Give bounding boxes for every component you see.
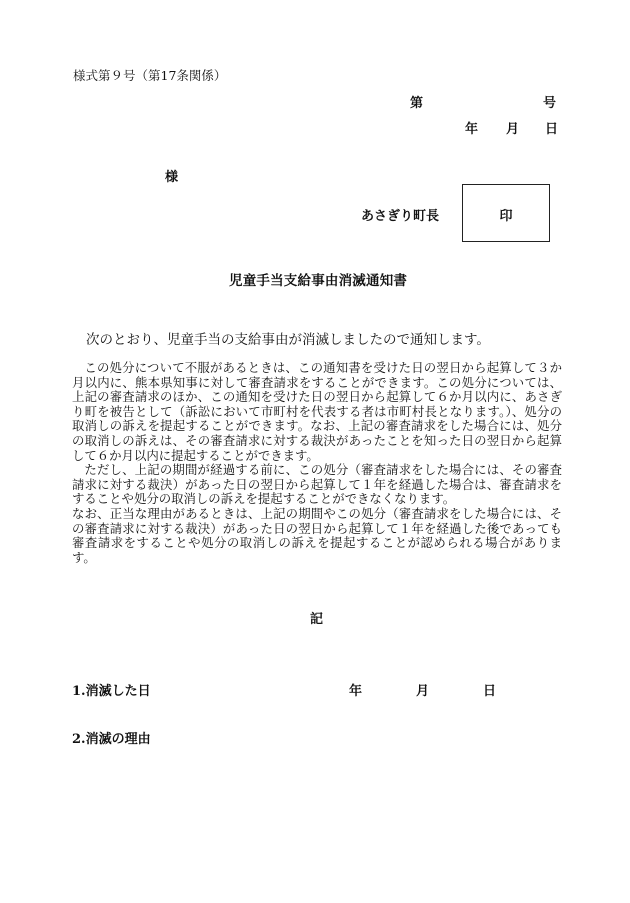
extinction-date-month: 月 (416, 684, 430, 699)
recipient-honorific: 様 (165, 170, 179, 185)
seal-label: 印 (499, 209, 513, 224)
extinction-date-label: 1.消滅した日 (72, 684, 151, 699)
appeal-paragraph-3: なお、正当な理由があるときは、上記の期間やこの処分（審査請求をした場合には、その審査請求に対する裁決）があった日の翌日から起算して１年を経過した後であっても審査請求をすることや処分の取消しの訴えを提起することが認められる場合があります。 (72, 505, 562, 565)
extinction-reason-label: 2.消滅の理由 (72, 732, 151, 747)
appeal-paragraph-1: この処分について不服があるときは、この通知書を受けた日の翌日から起算して３か月以内に、熊本県知事に対して審査請求をすることができます。この処分については、上記の審査請求のほか、この通知を受けた日の翌日から起算して６か月以内に、あさぎり町を被告として（訴訟において市町村を代表する者は市町村長となります。）、処分の取消しの訴えを提起することができます。なお、上記の審査請求をした場合には、処分の取消しの訴えは、その審査請求に対する裁決があったことを知った日の翌日から起算して６か月以内に提起することができます。 (72, 360, 562, 463)
appeal-paragraph-2: ただし、上記の期間が経過する前に、この処分（審査請求をした場合には、その審査請求に対する裁決）があった日の翌日から起算して１年を経過した場合は、審査請求をすることや処分の取消しの訴えを提起することができなくなります。 (72, 462, 562, 507)
form-number: 様式第９号（第17条関係） (73, 68, 227, 83)
seal-box (462, 184, 550, 242)
ki-heading: 記 (310, 612, 324, 627)
document-number-suffix: 号 (543, 96, 557, 111)
issuer-name: あさぎり町長 (361, 209, 440, 224)
extinction-date-day: 日 (483, 684, 497, 699)
document-number-label: 第 (410, 96, 424, 111)
issue-date-year: 年 (465, 122, 479, 137)
issue-date-day: 日 (545, 122, 559, 137)
extinction-date-year: 年 (349, 684, 363, 699)
document-title: 児童手当支給事由消滅通知書 (229, 273, 408, 289)
intro-text: 次のとおり、児童手当の支給事由が消滅しましたので通知します。 (86, 332, 490, 348)
issue-date-month: 月 (506, 122, 520, 137)
appeal-notice (72, 361, 562, 565)
